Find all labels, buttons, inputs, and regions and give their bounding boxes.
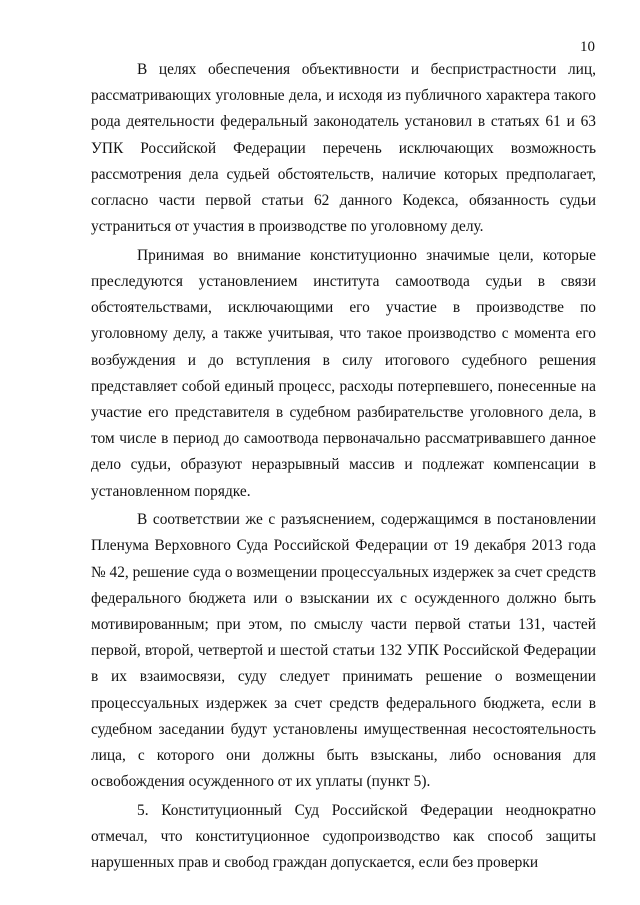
page-number: 10 xyxy=(580,39,595,55)
paragraph-objectivity: В целях обеспечения объективности и беспристрастности лиц, рассматривающих уголовные дела, и исходя из публичного характера такого рода деятельности федеральный законодатель установил в статьях 61 и 63 УПК Российской Федерации перечень исключающих возможность рассмотрения дела судьей обстоятельств, наличие которых предполагает, согласно части первой статьи 62 данного Кодекса, обязанность судьи устраниться от участия в производстве по уголовному делу. xyxy=(91,61,596,236)
paragraph-plenum-clarification: В соответствии же с разъяснением, содержащимся в постановлении Пленума Верховного Суда Российской Федерации от 19 декабря 2013 года № 42, решение суда о возмещении процессуальных издержек за счет средств федерального бюджета или о взыскании их с осужденного должно быть мотивированным; при этом, по смыслу части первой статьи 131, частей первой, второй, четвертой и шестой статьи 132 УПК Российской Федерации в их взаимосвязи, суду следует принимать решение о возмещении процессуальных издержек за счет средств федерального бюджета, если в судебном заседании будут установлены имущественная несостоятельность лица, с которого они должны быть взысканы, либо основания для освобождения осужденного от их уплаты (пункт 5). xyxy=(91,511,596,791)
paragraph-self-recusal: Принимая во внимание конституционно значимые цели, которые преследуются установлением института самоотвода судьи в связи обстоятельствами, исключающими его участие в производстве по уголовному делу, а также учитывая, что такое производство с момента его возбуждения и до вступления в силу итогового судебного решения представляет собой единый процесс, расходы потерпевшего, понесенные на участие его представителя в судебном разбирательстве уголовного дела, в том числе в период до самоотвода первоначально рассматривавшего данное дело судьи, образуют неразрывный массив и подлежат компенсации в установленном порядке. xyxy=(91,246,596,500)
document-body xyxy=(91,57,596,879)
paragraph-constitutional-court: 5. Конституционный Суд Российской Федерации неоднократно отмечал, что конституционное судопроизводство как способ защиты нарушенных прав и свобод граждан допускается, если без проверки xyxy=(91,801,596,872)
